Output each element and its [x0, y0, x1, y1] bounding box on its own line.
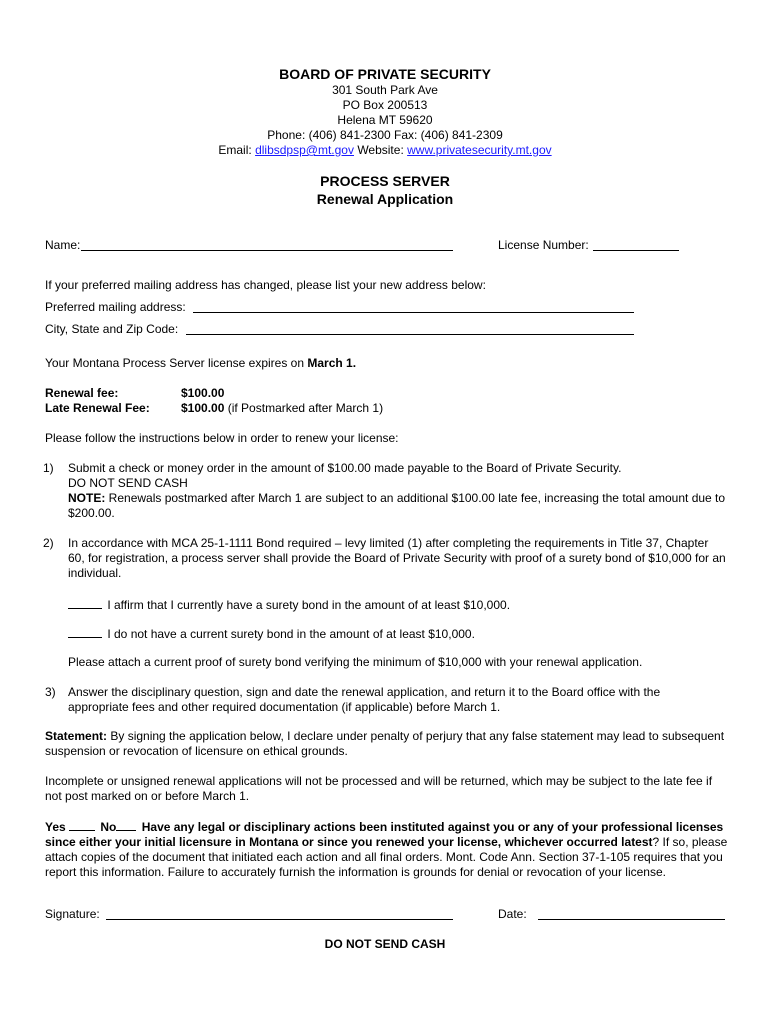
- yes-label: Yes: [45, 820, 66, 834]
- item-1-note: [68, 491, 728, 521]
- item-1-text: Submit a check or money order in the amount of $100.00 made payable to the Board of Private Security.: [68, 461, 622, 475]
- form-subtitle: Renewal Application: [316, 191, 454, 207]
- name-field[interactable]: [81, 250, 453, 251]
- statement: [45, 729, 725, 759]
- note-text: Renewals postmarked after March 1 are subject to an additional $100.00 late fee, increasing the total amount due to $200.00.: [68, 491, 726, 520]
- mailing-address-field[interactable]: [193, 312, 634, 313]
- website-label: Website:: [357, 143, 404, 157]
- phone-fax: Phone: (406) 841-2300 Fax: (406) 841-2309: [267, 128, 503, 142]
- name-label: Name:: [45, 238, 81, 252]
- expiry-notice: [45, 356, 356, 370]
- renewal-fee-value: $100.00: [181, 386, 225, 400]
- statement-label: Statement:: [45, 729, 108, 743]
- late-fee-line: [181, 401, 383, 415]
- yes-blank[interactable]: [69, 818, 95, 831]
- item-3-text: Answer the disciplinary question, sign and date the renewal application, and return it to the Board office with the appropriate fees and other required documentation (if applicable) before March 1.: [68, 685, 661, 714]
- signature-field[interactable]: [106, 919, 453, 920]
- footer-no-cash: DO NOT SEND CASH: [324, 937, 446, 951]
- date-label: Date:: [498, 907, 527, 921]
- bond-attach-instruction: Please attach a current proof of surety bond verifying the minimum of $10,000 with your renewal application.: [68, 655, 643, 669]
- item-2-number: 2): [43, 536, 54, 550]
- bond-affirm-text: I affirm that I currently have a surety bond in the amount of at least $10,000.: [107, 598, 511, 612]
- org-title: BOARD OF PRIVATE SECURITY: [279, 66, 491, 82]
- license-number-field[interactable]: [593, 250, 679, 251]
- address-intro: If your preferred mailing address has changed, please list your new address below:: [45, 278, 486, 292]
- contact-line: [0, 143, 770, 157]
- late-fee-value: $100.00: [181, 401, 225, 415]
- signature-label: Signature:: [45, 907, 100, 921]
- no-blank[interactable]: [116, 818, 136, 831]
- bond-option-affirm: [68, 596, 510, 612]
- license-label: License Number:: [498, 238, 589, 252]
- disciplinary-question: [45, 818, 730, 880]
- address-line-1: 301 South Park Ave: [332, 83, 438, 97]
- date-field[interactable]: [538, 919, 725, 920]
- note-label: NOTE:: [68, 491, 106, 505]
- expiry-text: Your Montana Process Server license expires on: [45, 356, 308, 370]
- form-title: PROCESS SERVER: [320, 173, 450, 189]
- item-1-number: 1): [43, 461, 54, 475]
- city-state-zip-field[interactable]: [186, 334, 634, 335]
- city-state-zip-label: City, State and Zip Code:: [45, 322, 179, 336]
- expiry-date: March 1.: [307, 356, 357, 370]
- mailing-address-label: Preferred mailing address:: [45, 300, 186, 314]
- renewal-fee-label: Renewal fee:: [45, 386, 119, 400]
- question-text-bold: Have any legal or disciplinary actions been instituted against you or any of your professional licenses since either your initial licensure in Montana or since you renewed your license, whichever occurred latest: [45, 820, 724, 849]
- question-text-rest: ? If so, please attach copies of the document that initiated each action and all final orders. Mont. Code Ann. Section 37-1-105 requires that you report this information. Failure to accurately furnish the information is grounds for denial or revocation of your license.: [45, 835, 728, 879]
- item-1-no-cash: DO NOT SEND CASH: [68, 476, 188, 490]
- late-fee-label: Late Renewal Fee:: [45, 401, 150, 415]
- email-label: Email:: [218, 143, 252, 157]
- statement-text: By signing the application below, I declare under penalty of perjury that any false statement may lead to subsequent suspension or revocation of licensure on ethical grounds.: [45, 729, 725, 758]
- email-link[interactable]: dlibsdpsp@mt.gov: [255, 143, 354, 157]
- instructions-intro: Please follow the instructions below in order to renew your license:: [45, 431, 399, 445]
- incomplete-notice: Incomplete or unsigned renewal applications will not be processed and will be returned, which may be subject to the late fee if not post marked on or before March 1.: [45, 774, 713, 803]
- bond-none-blank[interactable]: [68, 625, 102, 638]
- bond-affirm-blank[interactable]: [68, 596, 102, 609]
- bond-none-text: I do not have a current surety bond in the amount of at least $10,000.: [107, 627, 475, 641]
- bond-option-none: [68, 625, 475, 641]
- address-line-2: PO Box 200513: [342, 98, 428, 112]
- no-label: No: [100, 820, 117, 834]
- item-2-text: In accordance with MCA 25-1-1111 Bond required – levy limited (1) after completing the requirements in Title 37, Chapter 60, for registration, a process server shall provide the Board of Private Security with proof of a surety bond of $10,000 for an individual.: [68, 536, 726, 580]
- address-line-3: Helena MT 59620: [337, 113, 433, 127]
- item-3-number: 3): [45, 685, 56, 699]
- website-link[interactable]: www.privatesecurity.mt.gov: [407, 143, 552, 157]
- late-fee-note: (if Postmarked after March 1): [224, 401, 384, 415]
